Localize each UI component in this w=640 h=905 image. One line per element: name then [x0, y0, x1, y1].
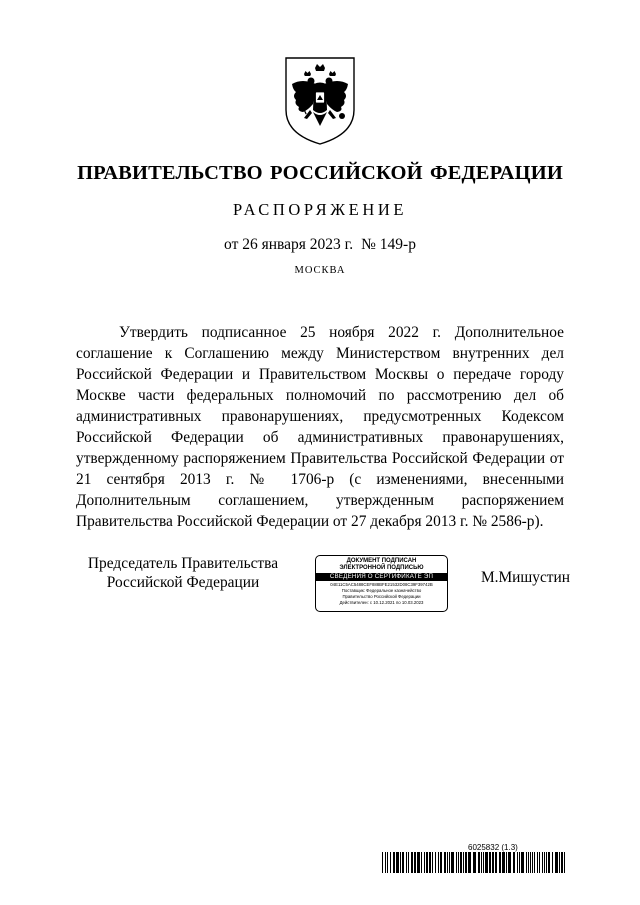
stamp-validity: Действителен: с 10.12.2021 по 10.03.2023 — [339, 600, 424, 605]
stamp-certificate-bar: СВЕДЕНИЯ О СЕРТИФИКАТЕ ЭП — [316, 573, 447, 581]
stamp-owner: Правительство Российской Федерации — [342, 594, 421, 599]
stamp-issuer: Поставщик: Федеральное казначейство — [341, 588, 422, 593]
stamp-line2: ЭЛЕКТРОННОЙ ПОДПИСЬЮ — [339, 565, 424, 571]
city: МОСКВА — [294, 265, 346, 276]
stamp-serial: 04E11C5AC5488CEF888BFE21532D08C39F39742B — [330, 582, 433, 587]
stamp-line1: ДОКУМЕНТ ПОДПИСАН — [346, 558, 417, 564]
electronic-signature-stamp — [315, 555, 448, 612]
document-date: от 26 января 2023 г. — [224, 236, 354, 253]
signatory-position-line1: Председатель Правительства — [87, 555, 279, 572]
signatory-position — [78, 554, 288, 592]
signatory-position-line2: Российской Федерации — [106, 574, 260, 591]
government-title: ПРАВИТЕЛЬСТВО РОССИЙСКОЙ ФЕДЕРАЦИИ — [77, 162, 563, 184]
barcode-label: 6025832 (1.3) — [468, 843, 518, 852]
order-text: Утвердить подписанное 25 ноября 2022 г. Дополнительное соглашение к Соглашению между Министерством внутренних дел Российской Федерации и Правительством Москвы о передаче городу Москве части федеральных полномочий по рассмотрению дел об административных правонарушениях, предусмотренных Кодексом Российской Федерации об административных правонарушениях, утвержденному распоряжением Правительства Российской Федерации от 21 сентября 2013 г. № 1706-р (с изменениями, внесенными Дополнительным соглашением, утвержденным распоряжением Правительства Российской Федерации от 27 декабря 2013 г. № 2586-р). — [76, 324, 564, 530]
barcode-icon — [382, 852, 566, 873]
document-type: РАСПОРЯЖЕНИЕ — [232, 200, 408, 219]
document-number: № 149-р — [361, 236, 416, 253]
coat-of-arms-icon — [280, 54, 360, 146]
document-date-line — [0, 236, 640, 254]
signatory-name: М.Мишустин — [480, 569, 570, 586]
